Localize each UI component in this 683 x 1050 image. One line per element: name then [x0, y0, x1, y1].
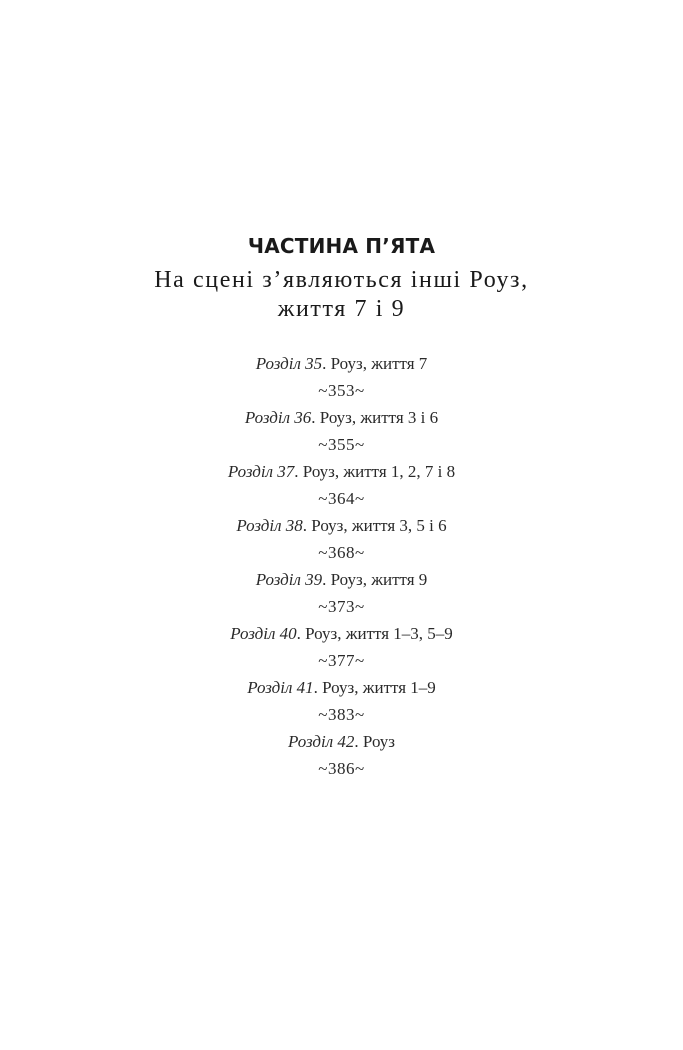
page-number: ~353~	[318, 381, 365, 400]
part-label: ЧАСТИНА П’ЯТА	[247, 234, 436, 258]
toc-entry-title	[0, 350, 683, 377]
chapter-label: Розділ 41	[247, 678, 314, 697]
toc-entry-40	[0, 620, 683, 674]
toc-entry-title	[0, 620, 683, 647]
toc-entry-39	[0, 566, 683, 620]
part-title	[0, 266, 683, 324]
page-number: ~386~	[318, 759, 365, 778]
toc-entry-41	[0, 674, 683, 728]
toc-entry-title	[0, 458, 683, 485]
page-number: ~377~	[318, 651, 365, 670]
toc-entry-36	[0, 404, 683, 458]
page-number: ~368~	[318, 543, 365, 562]
page-number: ~355~	[318, 435, 365, 454]
chapter-title: . Роуз, життя 7	[322, 354, 428, 373]
chapter-label: Розділ 35	[255, 354, 323, 373]
page-number: ~373~	[318, 597, 365, 616]
chapter-title: . Роуз, життя 1–9	[313, 678, 436, 697]
chapter-title: . Роуз	[354, 732, 396, 751]
chapter-title: . Роуз, життя 3 і 6	[311, 408, 439, 427]
toc-entry-title	[0, 512, 683, 539]
chapter-label: Розділ 37	[227, 462, 295, 481]
toc-entry-title	[0, 566, 683, 593]
chapter-title: . Роуз, життя 1–3, 5–9	[296, 624, 453, 643]
chapter-label: Розділ 42	[287, 732, 355, 751]
page-number: ~383~	[318, 705, 365, 724]
toc-entry-title	[0, 728, 683, 755]
part-title-line-2: життя 7 і 9	[277, 296, 406, 322]
toc-entry-35	[0, 350, 683, 404]
chapter-label: Розділ 40	[230, 624, 297, 643]
toc-entry-title	[0, 674, 683, 701]
chapter-label: Розділ 38	[236, 516, 303, 535]
toc-entry-37	[0, 458, 683, 512]
table-of-contents	[0, 350, 683, 782]
chapter-title: . Роуз, життя 3, 5 і 6	[302, 516, 447, 535]
toc-entry-title	[0, 404, 683, 431]
chapter-label: Розділ 36	[244, 408, 312, 427]
toc-entry-42	[0, 728, 683, 782]
part-title-line-1: На сцені з’являються інші Роуз,	[154, 267, 529, 293]
toc-entry-38	[0, 512, 683, 566]
part-header	[0, 234, 683, 324]
chapter-label: Розділ 39	[255, 570, 323, 589]
page-number: ~364~	[318, 489, 365, 508]
chapter-title: . Роуз, життя 9	[322, 570, 428, 589]
chapter-title: . Роуз, життя 1, 2, 7 і 8	[294, 462, 456, 481]
